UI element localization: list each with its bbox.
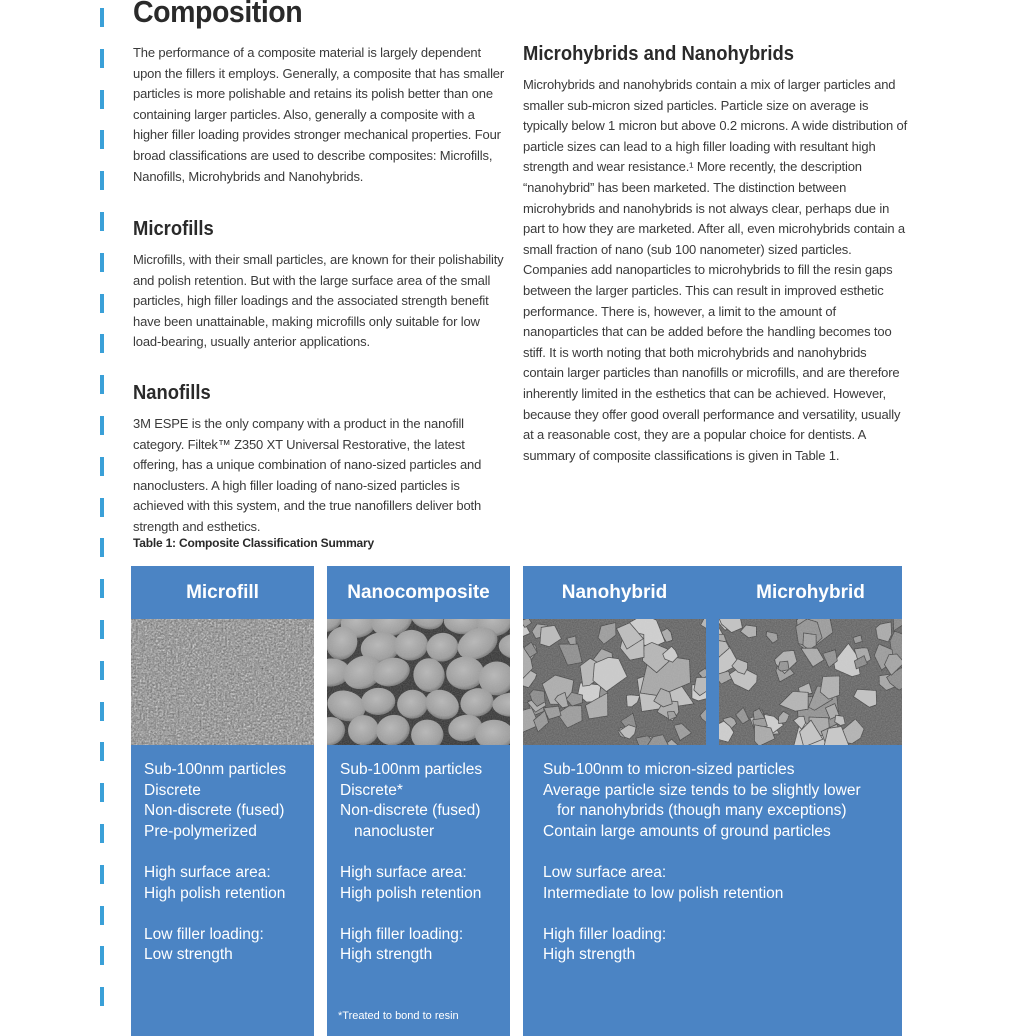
hybrid-line-3: for nanohybrids (though many exceptions) (557, 802, 847, 820)
nanohybrid-sem-texture (523, 619, 706, 745)
nanocomposite-sem-image (327, 619, 510, 745)
margin-dash (100, 987, 104, 1006)
hybrid-surface-value: Intermediate to low polish retention (543, 884, 784, 902)
table-caption: Table 1: Composite Classification Summary (133, 536, 374, 550)
margin-dash (100, 906, 104, 925)
nanocomposite-surface-value: High polish retention (340, 884, 482, 902)
microfill-loading-value: Low strength (144, 946, 233, 964)
margin-dash (100, 579, 104, 598)
margin-dash (100, 416, 104, 435)
microfill-line-1: Sub-100nm particles (144, 761, 287, 778)
nanofills-paragraph: 3M ESPE is the only company with a product in the nanofill category. Filtek™ Z350 XT Universal Restorative, the latest offering, has a unique combination of nano-sized particles and nanoclusters. A high filler loading of nano-sized particles is achieved with this system, and the true nanofillers deliver both strength and esthetics. (133, 416, 482, 534)
margin-dash (100, 946, 104, 965)
microfill-sem-image (131, 619, 314, 745)
margin-dash (100, 253, 104, 272)
nanocomposite-surface-label: High surface area: (340, 863, 467, 881)
margin-dash (100, 824, 104, 843)
margin-dash (100, 212, 104, 231)
margin-dash (100, 457, 104, 476)
microfill-sem-texture (131, 619, 314, 745)
nanocomposite-title: Nanocomposite (347, 582, 490, 603)
page-title: Composition (133, 0, 303, 29)
nanocomposite-loading-value: High strength (340, 946, 433, 964)
microfill-surface-label: High surface area: (144, 863, 271, 881)
margin-dash (100, 865, 104, 884)
margin-dash (100, 742, 104, 761)
nanocomposite-line-4: nanocluster (354, 822, 435, 840)
microfill-surface-value: High polish retention (144, 884, 286, 902)
nanocomposite-footnote: *Treated to bond to resin (338, 1010, 459, 1022)
margin-dash (100, 49, 104, 68)
microfill-loading-label: Low filler loading: (144, 925, 264, 943)
margin-dash (100, 334, 104, 353)
hybrid-surface-label: Low surface area: (543, 863, 667, 881)
microhybrid-sem-image (719, 619, 902, 745)
margin-dash-rule (100, 0, 104, 1024)
microfills-section (133, 218, 511, 353)
hybrid-line-4: Contain large amounts of ground particles (543, 822, 831, 840)
nanocomposite-loading-label: High filler loading: (340, 925, 464, 943)
nanofills-heading: Nanofills (133, 382, 211, 404)
margin-dash (100, 171, 104, 190)
margin-dash (100, 783, 104, 802)
margin-dash (100, 375, 104, 394)
microfills-paragraph: Microfills, with their small particles, are known for their polishability and polish retention. But with the large surface area of the small particles, high filler loadings and the associated strength benefit have been unattainable, making microfills only suitable for low load-bearing, usually anterior applications. (133, 252, 504, 350)
margin-dash (100, 294, 104, 313)
nanocomposite-line-3: Non-discrete (fused) (340, 802, 481, 820)
hybrid-properties (543, 760, 896, 966)
nanocomposite-line-2: Discrete* (340, 781, 403, 799)
margin-dash (100, 702, 104, 721)
hybrid-line-1: Sub-100nm to micron-sized particles (543, 761, 795, 778)
microfill-panel (131, 566, 314, 1036)
microfill-line-2: Discrete (144, 781, 201, 799)
hybrids-paragraph: Microhybrids and nanohybrids contain a mix of larger particles and smaller sub-micron sized particles. Particle size on average is typically below 1 micron but above 0.2 microns. A wide distribution of particle sizes can lead to a high filler loading with resultant high strength and wear resistance.¹ More recently, the description “nanohybrid” has been marketed. The distinction between microhybrids and nanohybrids is not always clear, perhaps due in part to how they are marketed. After all, even microhybrids contain a small fraction of nano (sub 100 nanometer) sized particles. Companies add nanoparticles to microhybrids to fill the resin gaps between the larger particles. This can result in improved esthetic performance. There is, however, a limit to the amount of nanoparticles that can be added before the handling becomes too stiff. It is worth noting that both microhybrids and nanohybrids contain larger particles than nanofills or microfills, and are therefore inherently limited in the esthetics that can be achieved. However, because they offer good overall performance and versatility, usually at a reasonable cost, they are a popular choice for dentists. A summary of composite classifications is given in Table 1. (523, 77, 908, 463)
hybrids-heading: Microhybrids and Nanohybrids (523, 43, 794, 65)
nanocomposite-properties (340, 760, 504, 966)
margin-dash (100, 498, 104, 517)
intro-paragraph: The performance of a composite material is largely dependent upon the fillers it employs. Generally, a composite that has smaller particles is more polishable and retains its polish better than one containing larger particles. Also, generally a composite with a higher filler loading provides stronger mechanical properties. Four broad classifications are used to describe composites: Microfills, Nanofills, Microhybrids and Nanohybrids. (133, 45, 505, 184)
hybrid-loading-value: High strength (543, 946, 636, 964)
margin-dash (100, 538, 104, 557)
nanohybrid-sem-image (523, 619, 706, 745)
nanocomposite-line-1: Sub-100nm particles (340, 761, 483, 778)
margin-dash (100, 661, 104, 680)
nanocomposite-sem-texture (327, 619, 510, 745)
microfills-heading: Microfills (133, 218, 214, 240)
hybrid-loading-label: High filler loading: (543, 925, 667, 943)
microhybrid-title: Microhybrid (756, 582, 865, 603)
margin-dash (100, 130, 104, 149)
hybrids-section (523, 43, 908, 466)
hybrid-panel (523, 566, 902, 1036)
intro-section (133, 43, 511, 187)
hybrid-line-2: Average particle size tends to be slightly lower (543, 781, 861, 799)
microfill-title: Microfill (186, 582, 259, 603)
margin-dash (100, 620, 104, 639)
microfill-properties (144, 760, 308, 966)
nanofills-section (133, 382, 511, 538)
margin-dash (100, 90, 104, 109)
microfill-line-4: Pre-polymerized (144, 822, 257, 840)
microfill-line-3: Non-discrete (fused) (144, 802, 285, 820)
nanohybrid-title: Nanohybrid (561, 582, 668, 603)
nanocomposite-panel (327, 566, 510, 1036)
margin-dash (100, 8, 104, 27)
microhybrid-sem-texture (719, 619, 902, 745)
